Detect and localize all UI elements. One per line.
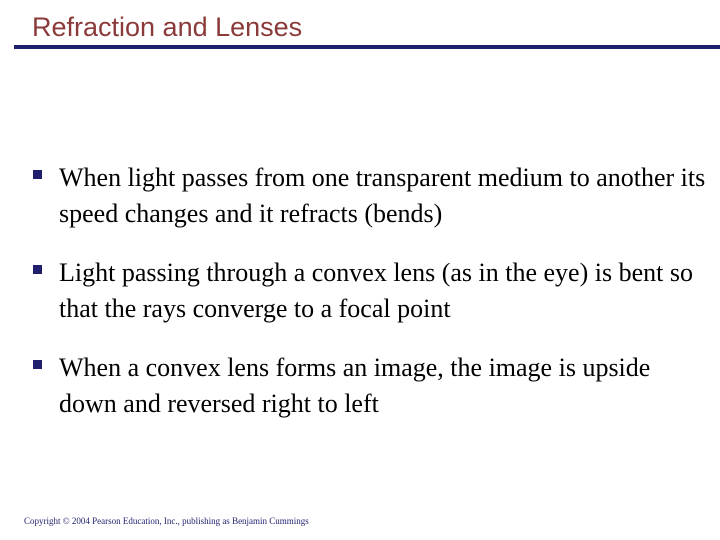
bullet-list <box>30 160 710 445</box>
bullet-item <box>30 350 710 422</box>
bullet-text: Light passing through a convex lens (as in the eye) is bent so that the rays converge to a focal point <box>59 258 693 323</box>
title-divider <box>14 45 720 49</box>
bullet-item <box>30 255 710 327</box>
square-bullet-icon <box>33 360 42 369</box>
bullet-text: When a convex lens forms an image, the image is upside down and reversed right to left <box>59 353 651 418</box>
bullet-text: When light passes from one transparent medium to another its speed changes and it refracts (bends) <box>59 163 706 228</box>
slide-title: Refraction and Lenses <box>32 12 303 42</box>
square-bullet-icon <box>33 265 42 274</box>
copyright-footer: Copyright © 2004 Pearson Education, Inc., publishing as Benjamin Cummings <box>24 516 309 526</box>
bullet-item <box>30 160 710 232</box>
square-bullet-icon <box>33 170 42 179</box>
